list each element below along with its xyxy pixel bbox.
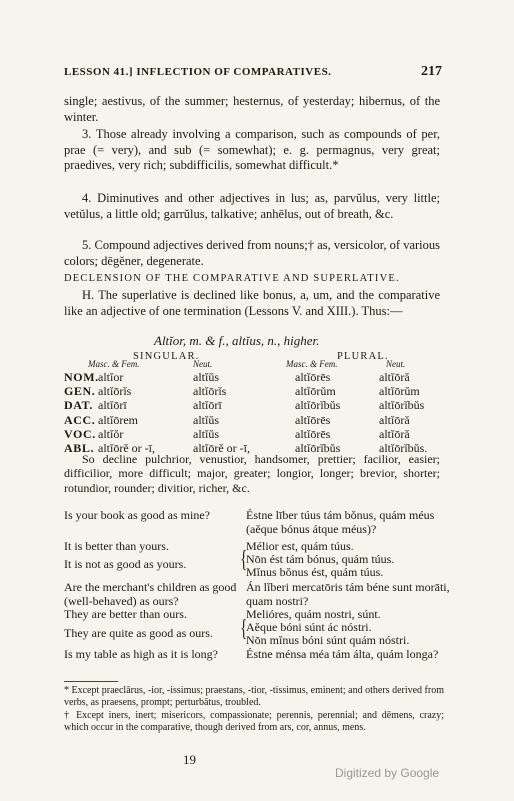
table-cell: altĭōrĕ or -ī, [98, 440, 155, 455]
table-cell: altĭōrĭbŭs [295, 440, 341, 455]
dialogue-latin: Éstne ménsa méa tám álta, quám longa? [246, 647, 439, 661]
dialogue-english: It is not as good as yours. [64, 557, 187, 571]
paragraph-1: single; aestivus, of the summer; hesternus, of yesterday; hibernus, of the winter. [64, 94, 440, 124]
case-label: ACC. [64, 412, 96, 427]
table-cell: altĭŭs [193, 426, 219, 441]
footnote-2: † Except iners, inert; misericors, compassionate; perennis, perennial; and dēmens, crazy; which occur in the comparative, though derived from ars, cor, annus, mens. [64, 710, 444, 733]
case-label: VOC. [64, 426, 96, 441]
table-cell: altĭōrĭbŭs. [379, 440, 428, 455]
paragraph-3: 3. Those already involving a comparison, such as compounds of per, prae (= very), and sub (= somewhat); e. g. permagnus, very great; praedives, very rich; subdifficilis, somewhat difficult.* [64, 127, 440, 173]
table-cell: altĭōrēs [295, 370, 331, 384]
example-line: Altĭor, m. & f., altĭus, n., higher. [154, 333, 320, 348]
watermark: Digitized by Google [335, 766, 440, 780]
table-cell: altĭŭs [193, 412, 219, 427]
running-header: LESSON 41.] INFLECTION OF COMPARATIVES. [64, 66, 332, 78]
table-cell: altĭōrem [98, 412, 138, 427]
table-cell: altĭōrĭbŭs [295, 398, 341, 413]
plural-label: PLURAL. [337, 351, 389, 362]
dialogue-latin: Nōn ést tám bónus, quám túus. [246, 552, 395, 566]
singular-label: SINGULAR. [133, 351, 200, 362]
footnote-1: * Except praeclārus, -ior, -issimus; praestans, -tior, -tissimus, eminent; and others derived from verbs, as praesens, prompt; perturbātus, troubled. [64, 685, 444, 708]
declension-table [64, 358, 454, 455]
dialogue-english: They are quite as good as ours. [64, 626, 213, 640]
table-cell: altĭōrĭs [98, 384, 132, 399]
subheader: Masc. & Fem. [286, 359, 338, 369]
signature-mark: 19 [183, 752, 196, 767]
table-cell: altĭōrēs [295, 412, 331, 427]
dialogue-latin: Éstne līber túus tám bŏnus, quám méus (aĕque bónus átque méus)? [246, 508, 435, 536]
dialogue-latin: Mélior est, quám túus. [246, 539, 354, 553]
footnote-rule [64, 681, 118, 682]
table-row [64, 413, 454, 427]
table-cell: altĭŭs [193, 370, 219, 384]
subheader: Masc. & Fem. [88, 359, 140, 369]
subheader: Neut. [193, 359, 213, 369]
section-title: DECLENSION OF THE COMPARATIVE AND SUPERLATIVE. [64, 273, 400, 284]
subheader: Neut. [386, 359, 406, 369]
table-cell: altĭōrēs [295, 426, 331, 441]
table-row [64, 370, 454, 384]
table-subheader-row [64, 358, 454, 370]
paragraph-5: 5. Compound adjectives derived from nouns;† as, versicolor, of various colors; dēgĕner, degenerate. [64, 238, 440, 268]
table-row [64, 384, 454, 398]
dialogue-english: It is better than yours. [64, 539, 169, 553]
paragraph-h: H. The superlative is declined like bonus, a, um, and the comparative like an adjective of one termination (Lessons V. and XIII.). Thus:— [64, 288, 440, 318]
dialogue-english: They are better than ours. [64, 607, 187, 621]
case-label: NOM. [64, 370, 99, 384]
table-cell: altĭōrī [98, 398, 127, 413]
table-row [64, 398, 454, 412]
table-cell: altĭōrŭm [295, 384, 336, 399]
table-cell: altĭor [98, 370, 124, 384]
table-cell: altĭōrĕ or -ī, [193, 440, 250, 455]
table-cell: altĭōră [379, 426, 410, 441]
table-cell: altĭōră [379, 370, 410, 384]
brace: { [240, 616, 248, 642]
decline-note: So decline pulchrior, venustior, handsomer, prettier; facilior, easier; difficilior, more difficult; major, greater; longior, longer; brevior, shorter; rotundior, rounder; divitior, richer, &c. [64, 452, 440, 495]
dialogue-latin: Nōn mĭnus bóni súnt quám nóstri. [246, 633, 410, 647]
case-label: DAT. [64, 398, 93, 413]
dialogue-latin: Aĕque bóni súnt ác nóstri. [246, 620, 372, 634]
dialogue-english: Is your book as good as mine? [64, 508, 210, 522]
case-label: ABL. [64, 440, 95, 455]
dialogue-english: Is my table as high as it is long? [64, 647, 218, 661]
table-row [64, 427, 454, 441]
table-cell: altĭŏr [98, 426, 124, 441]
dialogue-latin: Mĭnus bŏnus ést, quám túus. [246, 565, 384, 579]
table-cell: altĭōrī [193, 398, 222, 413]
paragraph-4: 4. Diminutives and other adjectives in lus; as, parvŭlus, very little; vetŭlus, a little old; garrŭlus, talkative; anhēlus, out of breath, &c. [64, 191, 440, 221]
table-cell: altĭōrĭs [193, 384, 227, 399]
table-cell: altĭōră [379, 412, 410, 427]
table-cell: altĭōrŭm [379, 384, 420, 399]
page-number: 217 [421, 64, 442, 79]
table-cell: altĭōrĭbŭs [379, 398, 425, 413]
dialogue-latin: Án lĭberi mercatōris tám béne sunt morāti, quam nostri? [246, 580, 450, 608]
dialogue-english: Are the merchant's children as good (well-behaved) as ours? [64, 580, 237, 608]
brace: { [240, 547, 248, 573]
dialogue-latin: Melióres, quám nostri, súnt. [246, 607, 381, 621]
case-label: GEN. [64, 384, 96, 399]
